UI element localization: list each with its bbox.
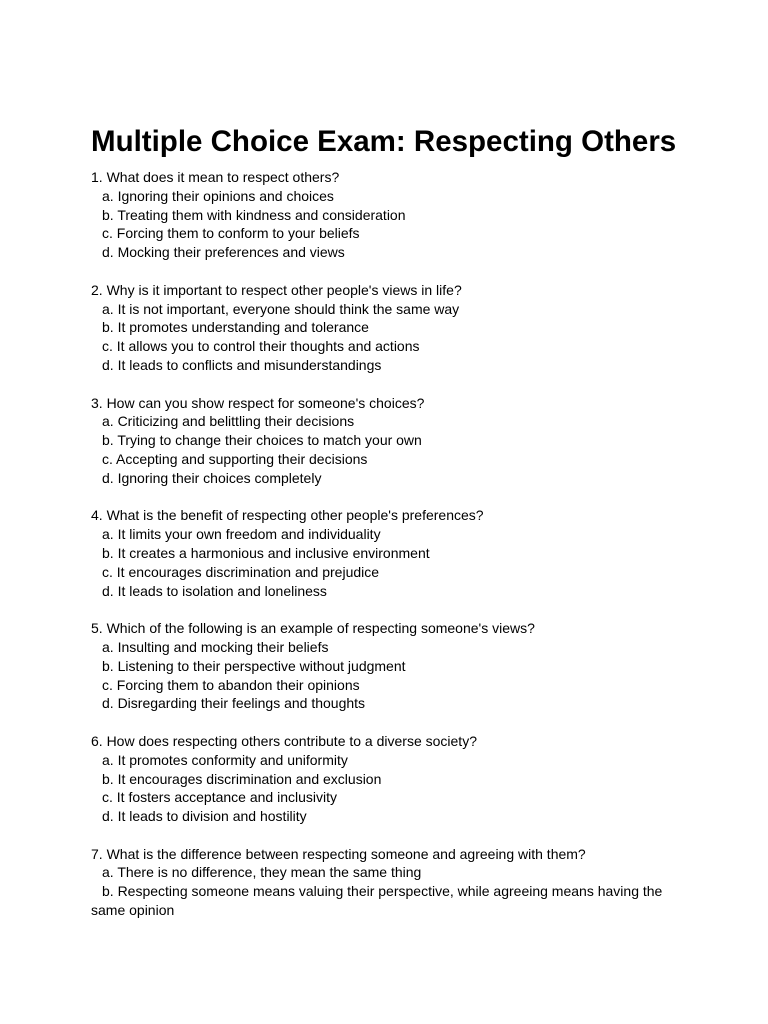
question-3 xyxy=(91,394,691,488)
option-c: c. Forcing them to abandon their opinions xyxy=(102,676,360,693)
option-a: a. There is no difference, they mean the same thing xyxy=(102,864,422,881)
option-d: d. It leads to isolation and loneliness xyxy=(102,582,327,599)
question-2 xyxy=(91,281,691,375)
option-b: b. Treating them with kindness and consideration xyxy=(102,206,406,223)
question-text: 7. What is the difference between respecting someone and agreeing with them? xyxy=(91,845,586,862)
option-d: d. It leads to division and hostility xyxy=(102,808,307,825)
question-7 xyxy=(91,845,691,920)
option-c: c. Accepting and supporting their decisions xyxy=(102,450,368,467)
option-d: d. Disregarding their feelings and thoughts xyxy=(102,695,366,712)
option-a: a. It promotes conformity and uniformity xyxy=(102,751,348,768)
option-b: b. It creates a harmonious and inclusive environment xyxy=(102,544,430,561)
exam-page xyxy=(91,124,691,939)
question-text: 4. What is the benefit of respecting other people's preferences? xyxy=(91,507,484,524)
question-6 xyxy=(91,732,691,826)
question-1 xyxy=(91,168,691,262)
question-text: 3. How can you show respect for someone's choices? xyxy=(91,394,425,411)
question-text: 6. How does respecting others contribute to a diverse society? xyxy=(91,732,477,749)
page-title: Multiple Choice Exam: Respecting Others xyxy=(91,125,677,158)
option-b: b. It promotes understanding and tolerance xyxy=(102,319,369,336)
option-d: d. Mocking their preferences and views xyxy=(102,244,345,261)
option-c: c. It allows you to control their thoughts and actions xyxy=(102,338,420,355)
option-c: c. Forcing them to conform to your beliefs xyxy=(102,225,360,242)
option-a: a. It limits your own freedom and individuality xyxy=(102,526,381,543)
option-b: b. Trying to change their choices to match your own xyxy=(102,432,422,449)
question-text: 5. Which of the following is an example of respecting someone's views? xyxy=(91,620,535,637)
question-5 xyxy=(91,619,691,713)
option-c: c. It encourages discrimination and prejudice xyxy=(102,563,380,580)
option-a: a. Criticizing and belittling their decisions xyxy=(102,413,355,430)
option-a: a. Insulting and mocking their beliefs xyxy=(102,638,329,655)
option-c: c. It fosters acceptance and inclusivity xyxy=(102,789,337,806)
question-text: 1. What does it mean to respect others? xyxy=(91,169,340,185)
option-b: b. Respecting someone means valuing their perspective, while agreeing means having the same opinion xyxy=(91,883,663,919)
option-b: b. It encourages discrimination and exclusion xyxy=(102,770,382,787)
question-4 xyxy=(91,506,691,600)
option-a: a. Ignoring their opinions and choices xyxy=(102,187,334,204)
question-text: 2. Why is it important to respect other people's views in life? xyxy=(91,281,462,298)
option-b: b. Listening to their perspective without judgment xyxy=(102,657,406,674)
option-a: a. It is not important, everyone should think the same way xyxy=(102,300,460,317)
option-d: d. It leads to conflicts and misunderstandings xyxy=(102,356,382,373)
option-d: d. Ignoring their choices completely xyxy=(102,469,322,486)
